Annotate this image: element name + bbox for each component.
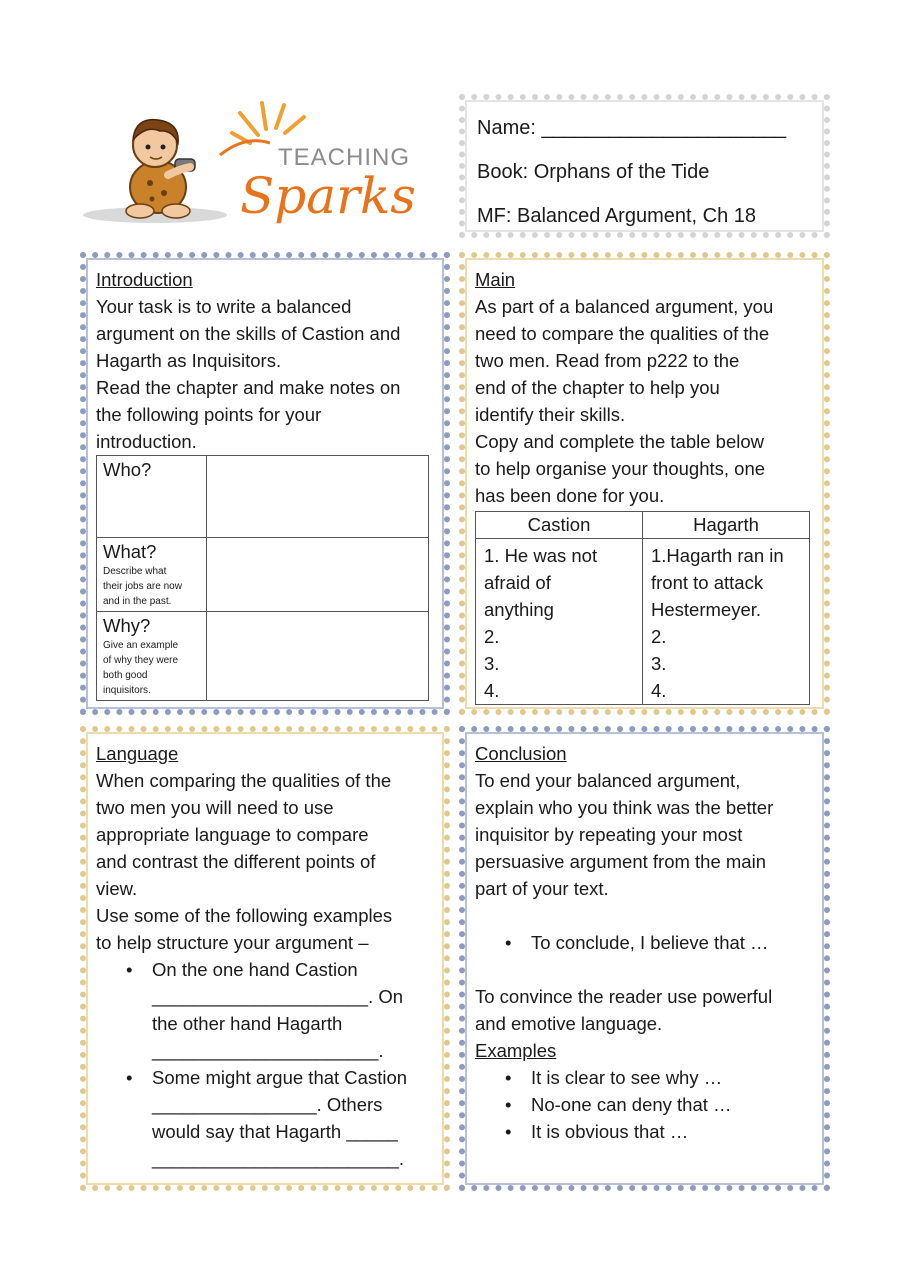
main-line: need to compare the qualities of the xyxy=(475,323,770,344)
book-line: Book: Orphans of the Tide xyxy=(477,161,710,183)
list-item xyxy=(126,1064,436,1172)
main-heading: Main xyxy=(475,269,516,290)
list-item: • No-one can deny that … xyxy=(505,1091,816,1118)
language-line: appropriate language to compare xyxy=(96,824,369,845)
what-hint: and in the past. xyxy=(103,596,172,607)
mf-line: MF: Balanced Argument, Ch 18 xyxy=(477,205,757,227)
hagarth-cell[interactable] xyxy=(643,539,810,705)
intro-line: Your task is to write a balanced xyxy=(96,296,352,317)
logo-graphic xyxy=(80,95,440,235)
introduction-section xyxy=(80,252,450,715)
conclusion-examples-list xyxy=(505,1064,816,1145)
why-hint: of why they were xyxy=(103,655,179,666)
list-item: • To conclude, I believe that … xyxy=(505,929,816,956)
intro-notes-table xyxy=(96,455,429,701)
examples-heading: Examples xyxy=(475,1040,557,1061)
list-item xyxy=(126,956,436,1064)
info-box xyxy=(459,94,830,238)
castion-header: Castion xyxy=(476,512,643,539)
who-label: Who? xyxy=(103,459,152,480)
conclusion-line: and emotive language. xyxy=(475,1013,663,1034)
castion-line: afraid of xyxy=(484,572,551,593)
caveman-mascot-icon xyxy=(83,120,227,223)
conclusion-line: persuasive argument from the main xyxy=(475,851,766,872)
table-row xyxy=(97,538,429,612)
who-answer-cell[interactable] xyxy=(207,456,429,538)
castion-line: 4. xyxy=(484,680,500,701)
intro-line: introduction. xyxy=(96,431,197,452)
spacer xyxy=(475,956,816,983)
main-line: identify their skills. xyxy=(475,404,626,425)
castion-line: 2. xyxy=(484,626,500,647)
who-cell xyxy=(97,456,207,538)
bullet-line: ________________________. xyxy=(152,1148,405,1169)
language-heading: Language xyxy=(96,743,179,764)
why-answer-cell[interactable] xyxy=(207,612,429,701)
name-line[interactable]: Name: ______________________ xyxy=(477,117,787,139)
bullet-line: ________________. Others xyxy=(152,1094,383,1115)
conclusion-line: part of your text. xyxy=(475,878,609,899)
table-row xyxy=(97,612,429,701)
what-answer-cell[interactable] xyxy=(207,538,429,612)
list-item: • It is obvious that … xyxy=(505,1118,816,1145)
table-row xyxy=(97,456,429,538)
hagarth-line: 2. xyxy=(651,626,667,647)
language-line: and contrast the different points of xyxy=(96,851,376,872)
introduction-heading: Introduction xyxy=(96,269,193,290)
table-header-row xyxy=(476,512,810,539)
conclusion-section xyxy=(459,726,830,1191)
table-row xyxy=(476,539,810,705)
castion-line: anything xyxy=(484,599,554,620)
bullet-line: • Some might argue that Castion xyxy=(152,1067,408,1088)
hagarth-line: Hestermeyer. xyxy=(651,599,762,620)
logo-brand-top: TEACHING xyxy=(278,144,411,171)
what-hint: Describe what xyxy=(103,566,167,577)
main-line: end of the chapter to help you xyxy=(475,377,720,398)
intro-line: argument on the skills of Castion and xyxy=(96,323,401,344)
comparison-table xyxy=(475,511,810,705)
hagarth-line: 3. xyxy=(651,653,667,674)
intro-line: the following points for your xyxy=(96,404,322,425)
language-line: two men you will need to use xyxy=(96,797,334,818)
what-label: What? xyxy=(103,541,157,562)
castion-line: 3. xyxy=(484,653,500,674)
what-cell xyxy=(97,538,207,612)
bullet-line: ______________________. xyxy=(152,1040,384,1061)
why-label: Why? xyxy=(103,615,151,636)
bullet-line: • On the one hand Castion xyxy=(152,959,358,980)
bullet-line: _____________________. On xyxy=(152,986,404,1007)
conclusion-starter-list xyxy=(505,929,816,956)
conclusion-line: explain who you think was the better xyxy=(475,797,774,818)
why-hint: Give an example xyxy=(103,640,179,651)
list-item: • It is clear to see why … xyxy=(505,1064,816,1091)
language-line: to help structure your argument – xyxy=(96,932,369,953)
language-line: Use some of the following examples xyxy=(96,905,393,926)
why-hint: inquisitors. xyxy=(103,685,151,696)
hagarth-line: 4. xyxy=(651,680,667,701)
castion-cell[interactable] xyxy=(476,539,643,705)
intro-line: Hagarth as Inquisitors. xyxy=(96,350,282,371)
language-section xyxy=(80,726,450,1191)
conclusion-line: To end your balanced argument, xyxy=(475,770,741,791)
main-line: As part of a balanced argument, you xyxy=(475,296,774,317)
language-line: When comparing the qualities of the xyxy=(96,770,392,791)
main-line: to help organise your thoughts, one xyxy=(475,458,766,479)
hagarth-header: Hagarth xyxy=(643,512,810,539)
logo-brand-bottom: Sparks xyxy=(240,167,416,225)
bullet-line: the other hand Hagarth xyxy=(152,1013,343,1034)
why-hint: both good xyxy=(103,670,148,681)
spacer xyxy=(475,902,816,929)
hagarth-line: front to attack xyxy=(651,572,764,593)
swoosh-icon xyxy=(220,141,270,155)
main-section xyxy=(459,252,830,715)
conclusion-line: inquisitor by repeating your most xyxy=(475,824,743,845)
hagarth-line: 1.Hagarth ran in xyxy=(651,545,784,566)
conclusion-heading: Conclusion xyxy=(475,743,567,764)
conclusion-line: To convince the reader use powerful xyxy=(475,986,773,1007)
why-cell xyxy=(97,612,207,701)
language-examples-list xyxy=(126,956,436,1172)
main-line: Copy and complete the table below xyxy=(475,431,764,452)
what-hint: their jobs are now xyxy=(103,581,182,592)
teaching-sparks-logo xyxy=(80,95,440,235)
main-line: has been done for you. xyxy=(475,485,665,506)
castion-line: 1. He was not xyxy=(484,545,598,566)
sun-rays-icon xyxy=(232,103,304,143)
intro-line: Read the chapter and make notes on xyxy=(96,377,401,398)
main-line: two men. Read from p222 to the xyxy=(475,350,740,371)
bullet-line: would say that Hagarth _____ xyxy=(152,1121,398,1142)
language-line: view. xyxy=(96,878,138,899)
